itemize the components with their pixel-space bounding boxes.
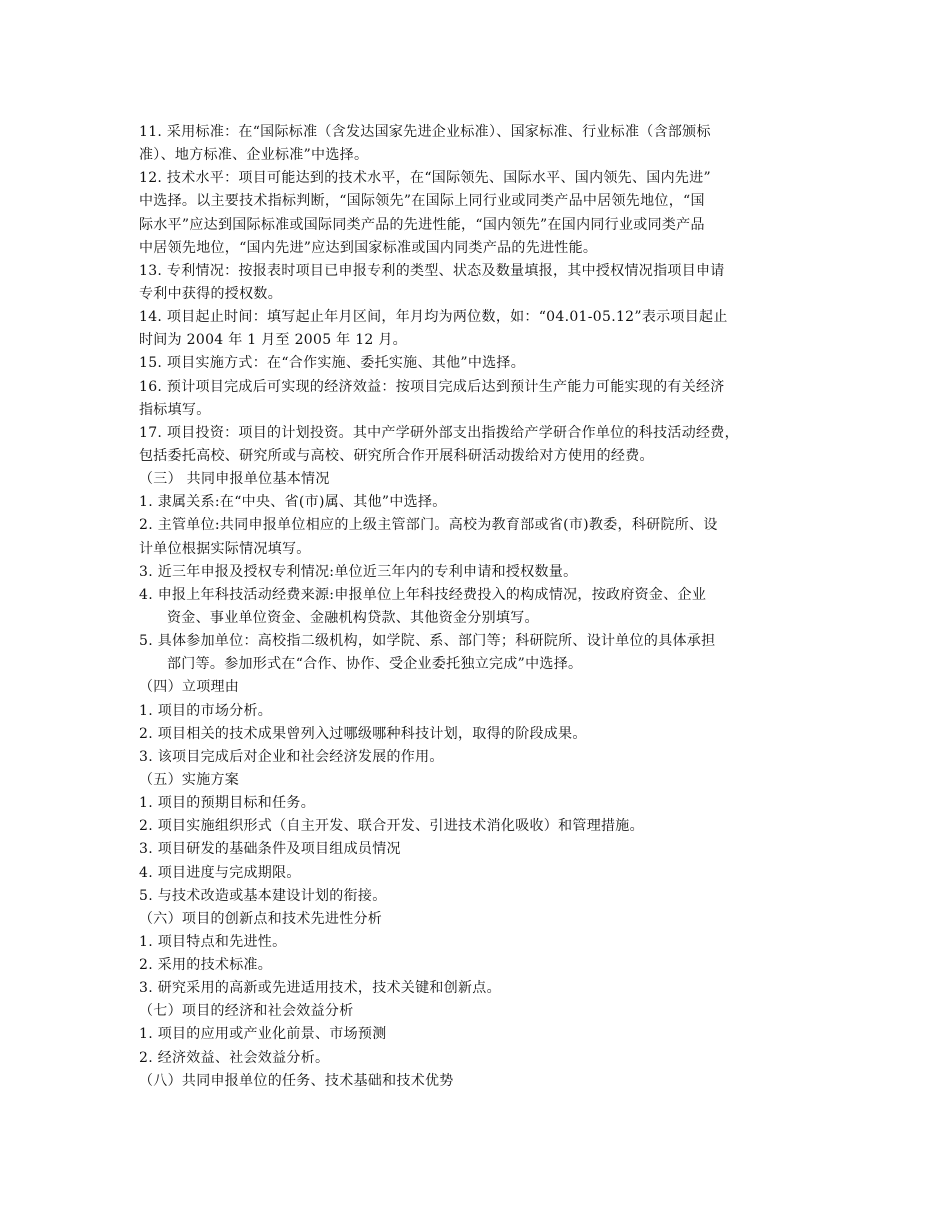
document-line: 5. 具体参加单位：高校指二级机构，如学院、系、部门等；科研院所、设计单位的具体承担 [139, 633, 716, 650]
document-line: 际水平”应达到国际标准或国际同类产品的先进性能，“国内领先”在国内同行业或同类产品 [139, 216, 705, 233]
document-line: 1. 项目的应用或产业化前景、市场预测 [139, 1026, 387, 1043]
document-line: （五）实施方案 [139, 771, 240, 788]
document-line: 17. 项目投资：项目的计划投资。其中产学研外部支出指拨给产学研合作单位的科技活动经费， [139, 424, 739, 441]
document-line: 2. 项目实施组织形式（自主开发、联合开发、引进技术消化吸收）和管理措施。 [139, 818, 644, 835]
document-line: 准）、地方标准、企业标准”中选择。 [139, 147, 369, 164]
document-line: 11. 采用标准：在“国际标准（含发达国家先进企业标准）、国家标准、行业标准（含部颁标 [139, 124, 711, 140]
document-line: （七）项目的经济和社会效益分析 [139, 1003, 354, 1020]
document-line: 1. 隶属关系:在“中央、省(市)属、其他”中选择。 [139, 494, 447, 511]
document-line: 16. 预计项目完成后可实现的经济效益：按项目完成后达到预计生产能力可能实现的有关经济 [139, 378, 725, 395]
document-line: 包括委托高校、研究所或与高校、研究所合作开展科研活动拨给对方使用的经费。 [139, 447, 654, 464]
document-line: 12. 技术水平：项目可能达到的技术水平，在“国际领先、国际水平、国内领先、国内先进” [139, 170, 711, 187]
document-line: 3. 近三年申报及授权专利情况:单位近三年内的专利申请和授权数量。 [139, 563, 578, 580]
document-line: 中选择。以主要技术指标判断，“国际领先”在国际上同行业或同类产品中居领先地位，“国 [139, 193, 705, 210]
document-line: 13. 专利情况：按报表时项目已申报专利的类型、状态及数量填报，其中授权情况指项目申请 [139, 262, 725, 279]
document-line: 4. 申报上年科技活动经费来源:申报单位上年科技经费投入的构成情况，按政府资金、企业 [139, 586, 707, 603]
document-line: 部门等。参加形式在“合作、协作、受企业委托独立完成”中选择。 [167, 656, 583, 673]
document-line: 2. 项目相关的技术成果曾列入过哪级哪种科技计划，取得的阶段成果。 [139, 725, 587, 742]
document-line: 2. 采用的技术标准。 [139, 957, 273, 974]
document-line: 指标填写。 [139, 401, 211, 418]
document-line: 3. 研究采用的高新或先进适用技术，技术关键和创新点。 [139, 980, 501, 997]
document-line: 计单位根据实际情况填写。 [139, 540, 311, 557]
document-line: 专利中获得的授权数。 [139, 285, 282, 302]
document-line: （三） 共同申报单位基本情况 [139, 471, 330, 488]
document-line: 1. 项目特点和先进性。 [139, 933, 287, 950]
document-body [139, 121, 819, 1093]
document-line: 14. 项目起止时间：填写起止年月区间，年月均为两位数，如：“04.01-05.12”表示项目起止 [139, 309, 728, 326]
document-line: 时间为 2004 年 1 月至 2005 年 12 月。 [139, 332, 407, 349]
document-line: 2. 主管单位:共同申报单位相应的上级主管部门。高校为教育部或省(市)教委，科研院所、设 [139, 517, 718, 534]
document-line: （六）项目的创新点和技术先进性分析 [139, 910, 383, 927]
document-line: 4. 项目进度与完成期限。 [139, 864, 301, 881]
document-line: 5. 与技术改造或基本建设计划的衔接。 [139, 887, 387, 904]
document-line: 1. 项目的预期目标和任务。 [139, 795, 316, 812]
document-line: （八）共同申报单位的任务、技术基础和技术优势 [139, 1072, 454, 1089]
document-line: 2. 经济效益、社会效益分析。 [139, 1049, 330, 1066]
document-line: 1. 项目的市场分析。 [139, 702, 273, 719]
document-line: 中居领先地位，“国内先进”应达到国家标准或国内同类产品的先进性能。 [139, 239, 598, 256]
document-line: （四）立项理由 [139, 679, 240, 696]
document-line: 资金、事业单位资金、金融机构贷款、其他资金分别填写。 [167, 609, 539, 626]
document-line: 3. 项目研发的基础条件及项目组成员情况 [139, 841, 401, 858]
document-line: 15. 项目实施方式：在“合作实施、委托实施、其他”中选择。 [139, 355, 526, 372]
document-line: 3. 该项目完成后对企业和社会经济发展的作用。 [139, 748, 444, 765]
